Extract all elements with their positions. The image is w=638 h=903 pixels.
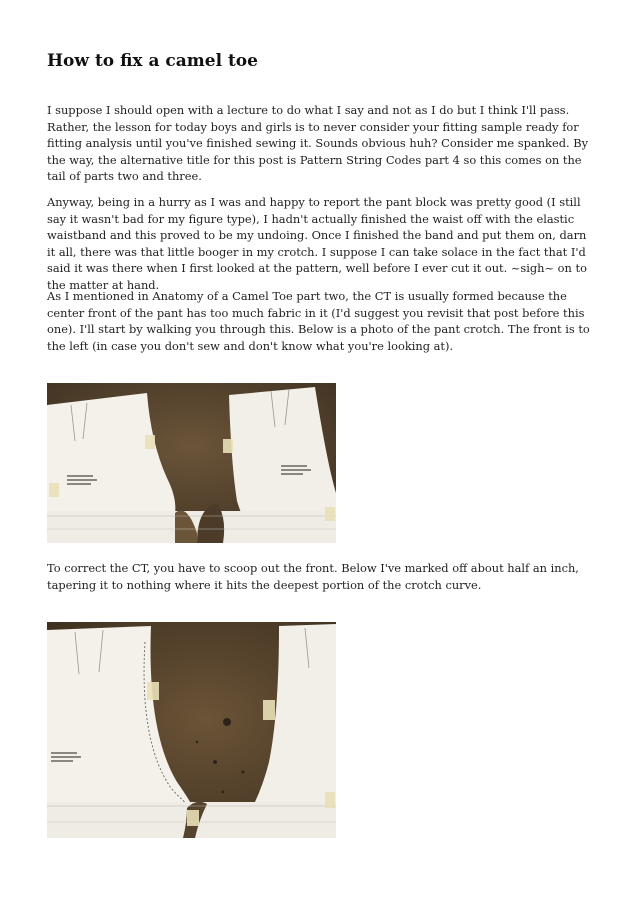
pant-crotch-photo (47, 383, 336, 543)
paragraph-anatomy: As I mentioned in Anatomy of a Camel Toe part two, the CT is usually formed because the center front of the pant has too much fabric in it (I'd suggest you revisit that post before this one). I'll start by walking you through this. Below is a photo of the pant crotch. The front is to the left (in case you don't sew and don't know what you're looking at). (47, 289, 590, 353)
paragraph-correct: To correct the CT, you have to scoop out the front. Below I've marked off about half an inch, tapering it to nothing where it hits the deepest portion of the crotch curve. (47, 561, 579, 592)
tape-piece (223, 439, 233, 453)
tape-piece (187, 810, 199, 826)
tape-piece (325, 507, 335, 521)
tape-piece (147, 682, 159, 700)
paragraph-intro: I suppose I should open with a lecture to do what I say and not as I do but I think I'll pass. Rather, the lesson for today boys and girls is to never consider your fitting sample ready for fitting analysis until you've finished sewing it. Sounds obvious huh? Consider me spanked. By the way, the alternative title for this post is Pattern String Codes part 4 so this comes on the tail of parts two and three. (47, 103, 589, 183)
article-title: How to fix a camel toe (47, 51, 258, 71)
scooped-front-photo-illustration (47, 622, 336, 838)
tape-piece (49, 483, 59, 497)
pant-crotch-photo-illustration (47, 383, 336, 543)
tape-piece (145, 435, 155, 449)
paragraph-anyway: Anyway, being in a hurry as I was and happy to report the pant block was pretty good (I still say it wasn't bad for my figure type), I hadn't actually finished the waist off with the elastic waistband and this proved to be my undoing. Once I finished the band and put them on, darn it all, there was that little booger in my crotch. I suppose I can take solace in the fact that I'd said it was there when I first looked at the pattern, well before I ever cut it out. ~sigh~ on to the matter at hand. (47, 195, 587, 292)
tape-piece (325, 792, 335, 808)
scooped-front-photo (47, 622, 336, 838)
tape-piece (263, 700, 275, 720)
